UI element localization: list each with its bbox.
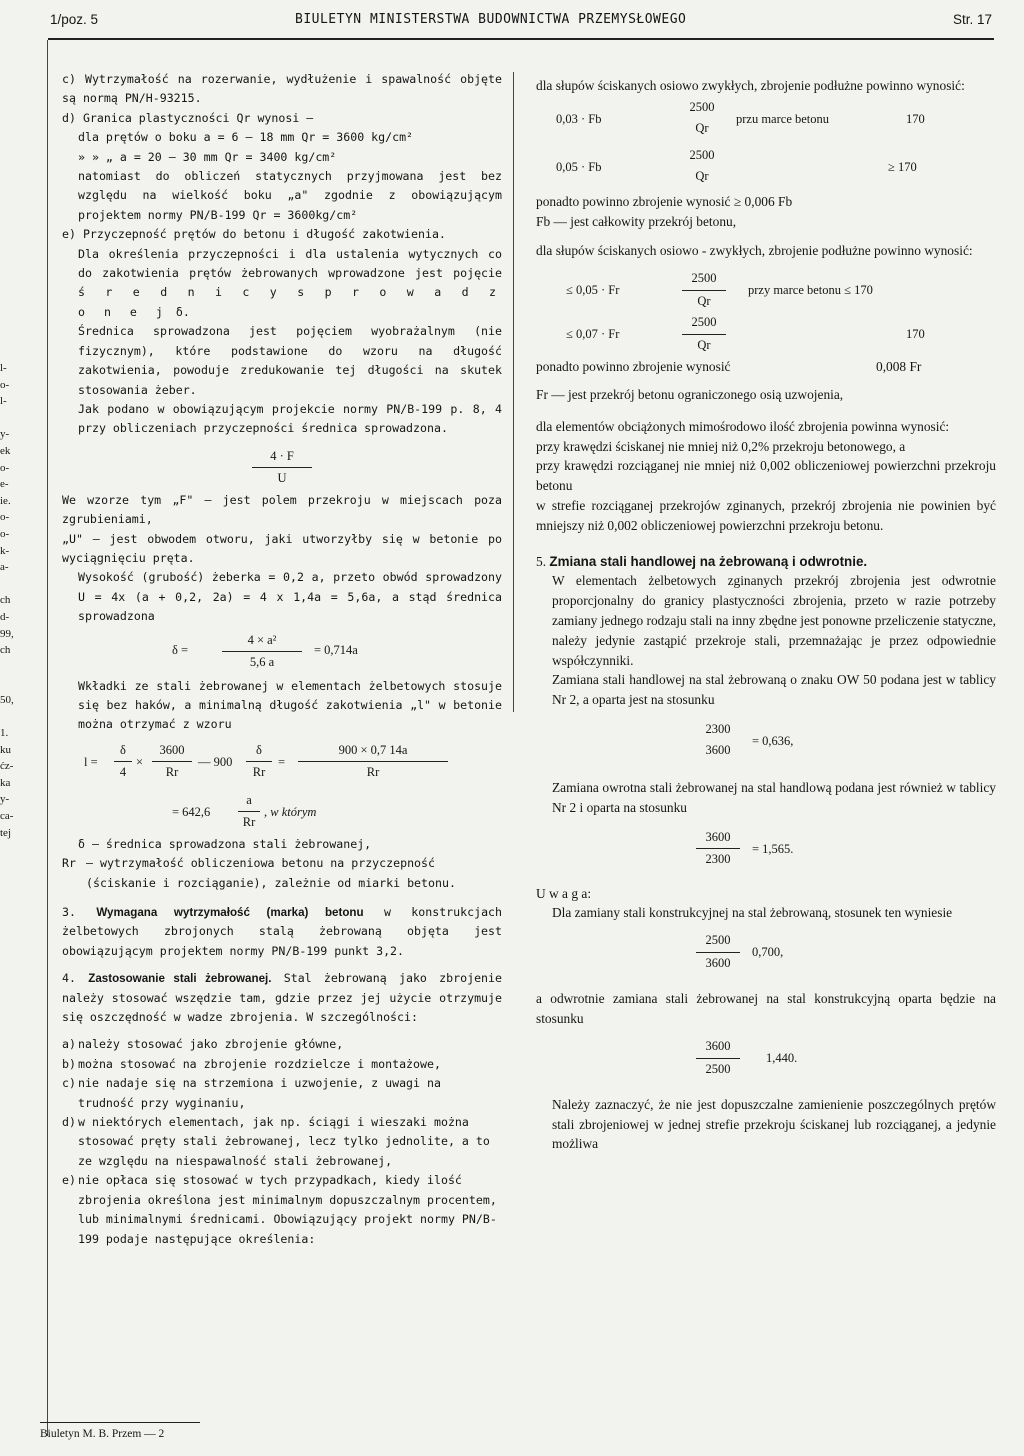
margin-fragment: o-	[0, 527, 10, 540]
formula-delta	[62, 627, 502, 677]
fraction	[238, 791, 260, 833]
item-e-para1-text: Dla określenia przyczepności i dla ustalenia wytycznych co do zakotwienia prętów żebrowanych wprowadzone jest pojęcie	[78, 246, 502, 281]
fraction-bar	[222, 651, 302, 652]
margin-fragment: o-	[0, 511, 10, 524]
issue-number: 1/poz. 5	[50, 12, 99, 27]
margin-fragment	[0, 708, 34, 725]
margin-fragment: o-	[0, 378, 10, 391]
list-item-text: nie opłaca się stosować w tych przypadkach, kiedy ilość zbrojenia określona jest minimalnym dopuszczalnym procentem, lub minimalnymi średnicami. Obowiązujący projekt normy PN/B-199 podaje następujące określenia:	[78, 1173, 497, 1246]
section-4-number: 4.	[62, 971, 76, 986]
right-column	[536, 76, 996, 1154]
usage-list	[62, 1035, 502, 1248]
formula-value: 170	[906, 327, 925, 342]
fraction-bar	[152, 761, 192, 762]
fraction-denominator: 2300	[705, 852, 731, 867]
fraction-numerator: δ	[120, 742, 126, 757]
fraction-denominator: 4	[119, 765, 127, 780]
margin-fragment	[0, 659, 34, 676]
fraction-numerator: 2500	[689, 99, 715, 114]
formula-value: 170	[906, 111, 925, 126]
where-U: „U" — jest obwodem otworu, jaki utworzyłby się w betonie po wyciągnięciu pręta.	[62, 531, 502, 565]
list-item-text: w niektórych elementach, jak np. ściągi i wieszaki można stosować pręty stali żebrowanej, lecz tylko jednolite, a to ze względu na niespawalność stali żebrowanej,	[78, 1115, 490, 1168]
fraction-denominator: U	[277, 471, 287, 486]
fraction-bar	[696, 952, 740, 953]
fr-definition: Fr — jest przekrój betonu ograniczonego osią uzwojenia,	[536, 386, 844, 402]
ratio-value: 0,700,	[752, 945, 784, 960]
equals-sign: =	[278, 754, 286, 769]
left-margin-rule	[47, 40, 48, 1436]
item-c: c) Wytrzymałość na rozerwanie, wydłużenie i spawalność objęte są normą PN/H-93215.	[62, 72, 502, 106]
formula-reduced-diameter	[62, 439, 502, 491]
fraction-bar	[696, 1058, 740, 1059]
delta-symbol: δ.	[175, 304, 190, 319]
fraction-denominator: Qr	[695, 168, 709, 183]
fraction-numerator: 2500	[691, 271, 717, 286]
margin-fragment: ek	[0, 444, 11, 457]
fraction-bar	[246, 761, 272, 762]
ratio-1	[536, 716, 996, 772]
fraction	[114, 741, 132, 783]
column-divider	[513, 72, 514, 712]
rr-text: — wytrzymałość obliczeniowa betonu na przyczepność (ściskanie i rozciąganie), zależnie od miarki betonu.	[86, 856, 456, 890]
fraction-bar	[682, 334, 726, 335]
anchorage-text: Wkładki ze stali żebrowanej w elementach żelbetowych stosuje się bez haków, a minimalną długość zakotwienia „l" w betonie można otrzymać z wzoru	[78, 678, 502, 732]
margin-fragment: d-	[0, 610, 10, 623]
margin-fragment	[0, 410, 34, 427]
fraction	[152, 741, 192, 783]
margin-fragment	[0, 576, 34, 593]
fraction	[682, 313, 726, 356]
ratio-2	[536, 824, 996, 880]
min-value: 0,008 Fr	[876, 359, 922, 375]
formula-r2b	[536, 313, 996, 357]
min-text: ponadto powinno zbrojenie wynosić	[536, 359, 731, 375]
list-item: d) w niektórych elementach, jak np. ściągi i wieszaki można stosować pręty stali żebrowanej, lecz tylko jednolite, a to ze względu na niespawalność stali żebrowanej,	[62, 1113, 502, 1171]
section-4-title: Zastosowanie stali żebrowanej.	[88, 972, 272, 986]
fraction-bar	[696, 848, 740, 849]
fraction-bar	[298, 761, 448, 762]
adjacent-page-fragments	[0, 360, 34, 841]
eccentric-compressed: przy krawędzi ściskanej nie mniej niż 0,2% przekroju betonowego, a	[536, 438, 906, 454]
section-5-heading	[536, 552, 996, 572]
section-5-para3: Zamiana owrotna stali żebrowanej na stal handlową podana jest również w tablicy Nr 2 i oparta na stosunku	[552, 779, 996, 815]
margin-fragment: ch	[0, 644, 11, 657]
margin-fragment: l-	[0, 395, 7, 408]
item-d: d) Granica plastyczności Qr wynosi —	[62, 110, 314, 125]
item-d-line1: dla prętów o boku a = 6 — 18 mm Qr = 3600 kg/cm²	[78, 130, 414, 145]
page-header	[50, 12, 992, 36]
fraction-denominator: 5,6 a	[249, 654, 275, 669]
list-item-text: należy stosować jako zbrojenie główne,	[78, 1037, 344, 1052]
margin-fragment: 50,	[0, 693, 14, 706]
item-e-para1	[62, 245, 502, 323]
margin-fragment: y-	[0, 428, 10, 441]
fraction-denominator: 3600	[705, 742, 731, 757]
fraction	[222, 631, 302, 673]
section-3	[62, 903, 502, 961]
section-4	[62, 969, 502, 1027]
fraction-denominator: Rr	[165, 765, 179, 780]
margin-fragment: e-	[0, 478, 9, 491]
fraction-numerator: a	[246, 792, 252, 807]
fraction	[252, 447, 312, 489]
rib-height-text: Wysokość (grubość) żeberka = 0,2 a, przeto obwód sprowadzony U = 4x (a + 0,2, 2a) = 4 x 1,4a = 5,6a, a stąd średnica sprowadzona	[78, 570, 502, 624]
section-5-number: 5.	[536, 553, 547, 569]
section-4-text: Stal żebrowaną jako zbrojenie należy stosować wszędzie tam, gdzie przez jej użycie otrzymuje się oszczędność w wadze zbrojenia. W szczególności:	[62, 971, 502, 1025]
margin-fragment: ch	[0, 594, 11, 607]
header-rule	[48, 38, 994, 40]
formula-lhs: = 642,6	[172, 804, 211, 819]
columns-axial-2: dla słupów ściskanych osiowo - zwykłych, zbrojenie podłużne powinno wynosić:	[536, 243, 973, 259]
section-3-text: w konstrukcjach żelbetowych zbrojonych stalą żebrowaną objęta jest obowiązującym projektem normy PN/B-199 punkt 3,2.	[62, 905, 503, 958]
margin-fragment: o-	[0, 461, 10, 474]
fraction	[682, 146, 722, 187]
eccentric-tensioned: przy krawędzi rozciąganej nie mniej niż 0,002 obliczeniowej powierzchni przekroju betonu	[536, 458, 996, 494]
margin-fragment: 99,	[0, 627, 14, 640]
ratio-value: 1,440.	[766, 1050, 798, 1065]
item-e: e) Przyczepność prętów do betonu i długość zakotwienia.	[62, 227, 446, 242]
ratio-3	[536, 927, 996, 983]
formula-prefix: 0,03 · Fb	[556, 111, 602, 126]
formula-prefix: ≤ 0,05 · Fr	[566, 283, 620, 298]
fraction-numerator: 3600	[705, 829, 731, 844]
fraction	[246, 741, 272, 783]
list-item: c) nie nadaje się na strzemiona i uzwojenie, z uwagi na trudność przy wyginaniu,	[62, 1074, 502, 1113]
formula-rhs: = 0,714a	[314, 642, 358, 657]
minus-900: — 900	[198, 754, 233, 769]
margin-fragment: ca-	[0, 810, 14, 823]
list-item-text: można stosować na zbrojenie rozdzielcze i montażowe,	[78, 1056, 441, 1071]
fraction	[682, 98, 722, 139]
fraction-bar	[238, 811, 260, 812]
fraction-denominator: Qr	[695, 120, 709, 135]
note-text: Dla zamiany stali konstrukcyjnej na stal żebrowaną, stosunek ten wyniesie	[552, 905, 953, 921]
margin-fragment	[0, 675, 34, 692]
margin-fragment: ka	[0, 776, 11, 789]
fraction-denominator: Rr	[366, 765, 380, 780]
margin-fragment: y-	[0, 793, 10, 806]
fb-definition: Fb — jest całkowity przekrój betonu,	[536, 213, 737, 229]
formula-anchorage-result	[62, 789, 502, 835]
section-5-para5: Należy zaznaczyć, że nie jest dopuszczalne zamienienie poszczególnych prętów stali zbrojeniowej w jednej strefie przekroju ściskanej lub rozciąganej, a jedynie możliwa	[552, 1096, 996, 1152]
ratio-value: = 1,565.	[752, 841, 794, 856]
where-F: We wzorze tym „F" — jest polem przekroju w miejscach poza zgrubieniami,	[62, 492, 502, 527]
definition-delta: δ — średnica sprowadzona stali żebrowanej,	[78, 836, 372, 851]
section-5-para2: Zamiana stali handlowej na stal żebrowaną o znaku OW 50 podana jest w tablicy Nr 2, a oparta jest na stosunku	[552, 672, 996, 708]
formula-lhs: δ =	[172, 642, 189, 657]
fraction-denominator: Qr	[697, 337, 711, 352]
fraction-denominator: Rr	[242, 815, 256, 830]
page-footer	[40, 1428, 164, 1440]
list-item: b) można stosować na zbrojenie rozdzielcze i montażowe,	[62, 1055, 502, 1074]
fraction-numerator: 3600	[705, 1038, 731, 1053]
list-item: e) nie opłaca się stosować w tych przypadkach, kiedy ilość zbrojenia określona jest minimalnym dopuszczalnym procentem, lub minimalnymi średnicami. Obowiązujący projekt normy PN/B-199 podaje następujące określenia:	[62, 1171, 502, 1249]
item-d-line3: natomiast do obliczeń statycznych przyjmowana jest bez względu na wielkość boku „a" zgodnie z obowiązującym projektem normy PN/B-199 Qr = 3600kg/cm²	[78, 169, 502, 222]
margin-fragment: ku	[0, 743, 11, 756]
formula-prefix: 0,05 · Fb	[556, 159, 602, 174]
fraction-bar	[682, 290, 726, 291]
fraction	[696, 720, 740, 761]
margin-fragment: ćz-	[0, 760, 14, 773]
list-item-text: nie nadaje się na strzemiona i uzwojenie, z uwagi na trudność przy wyginaniu,	[78, 1076, 441, 1110]
columns-axial-2-min	[536, 357, 996, 377]
section-5-para4: a odwrotnie zamiana stali żebrowanej na stal konstrukcyjną oparta będzie na stosunku	[536, 991, 996, 1026]
margin-fragment: 1.	[0, 727, 9, 740]
formula-r1b	[536, 144, 996, 192]
fraction-numerator: 4 · F	[270, 448, 294, 463]
formula-where: , w którym	[264, 804, 317, 819]
fraction-denominator: 2500	[705, 1061, 731, 1076]
fraction-numerator: 2500	[689, 147, 715, 162]
fraction-denominator: Rr	[252, 765, 266, 780]
formula-prefix: ≤ 0,07 · Fr	[566, 327, 620, 342]
fraction	[696, 1037, 740, 1080]
formula-suffix: przu marce betonu	[736, 111, 830, 126]
fraction-numerator: 900 × 0,7 14a	[338, 742, 408, 757]
term-spaced: ś r e d n i c y s p r o w a d z o n e j	[78, 285, 502, 319]
fraction-numerator: 2300	[705, 721, 731, 736]
formula-l: l =	[84, 754, 98, 769]
fraction-bar	[252, 467, 312, 468]
bending-tension-zone: w strefie rozciąganej przekrojów zginanych, przekrój zbrojenia nie powinien być mniejszy niż 0,002 obliczeniowej powierzchni przekroju betonu.	[536, 497, 996, 533]
note-label: U w a g a:	[536, 885, 592, 901]
columns-axial-1: dla słupów ściskanych osiowo zwykłych, zbrojenie podłużne powinno wynosić:	[536, 78, 965, 93]
section-5-para1: W elementach żelbetowych zginanych przekrój zbrojenia jest odwrotnie proporcjonalny do granicy plastyczności zbrojenia, przeto w razie potrzeby zamiany jednego rodzaju stali na inny zbędne jest ponowne przeliczenie statyczne, należy jedynie zastąpić przekroje stali, przemnażając je przez odpowiednie współczynniki.	[552, 573, 996, 668]
footer-rule	[40, 1422, 200, 1423]
fraction-bar	[114, 761, 132, 762]
item-e-para3: Jak podano w obowiązującym projekcie normy PN/B-199 p. 8, 4 przy obliczeniach przyczepności średnica sprowadzona.	[78, 401, 502, 436]
margin-fragment: a-	[0, 561, 9, 574]
margin-fragment: k-	[0, 544, 10, 557]
fraction	[696, 931, 740, 974]
columns-axial-1-min: ponadto powinno zbrojenie wynosić ≥ 0,006 Fb	[536, 193, 793, 209]
section-3-number: 3.	[62, 905, 76, 919]
formula-anchorage-length	[62, 735, 502, 789]
eccentric-elements: dla elementów obciążonych mimośrodowo ilość zbrojenia powinna wynosić:	[536, 418, 950, 434]
fraction-numerator: δ	[256, 742, 262, 757]
margin-fragment: tej	[0, 826, 11, 839]
fraction-numerator: 4 × a²	[247, 632, 277, 647]
formula-r2a	[536, 269, 996, 313]
section-3-title: Wymagana wytrzymałość (marka) betonu	[96, 906, 364, 919]
fraction-numerator: 2500	[691, 315, 717, 330]
item-d-line2: » » „ a = 20 — 30 mm Qr = 3400 kg/cm²	[78, 149, 337, 164]
fraction	[682, 269, 726, 312]
section-5-title: Zmiana stali handlowej na żebrowaną i odwrotnie.	[549, 553, 868, 569]
rr-symbol: Rr	[62, 856, 76, 871]
left-column	[62, 70, 502, 1249]
list-item: a) należy stosować jako zbrojenie główne,	[62, 1035, 502, 1054]
times-sign: ×	[136, 754, 144, 769]
ratio-4	[536, 1033, 996, 1089]
item-e-para2: Średnica sprowadzona jest pojęciem wyobrażalnym (nie fizycznym), które podstawione do wzoru na długość zakotwienia, powoduje zredukowanie tej długości na skutek stosowania żeber.	[78, 324, 502, 397]
formula-r1a	[536, 96, 996, 144]
margin-fragment: l-	[0, 362, 7, 374]
formula-suffix: przy marce betonu ≤ 170	[748, 283, 873, 298]
definition-rr	[62, 854, 502, 893]
fraction-numerator: 3600	[159, 742, 185, 757]
fraction-numerator: 2500	[705, 933, 731, 948]
bulletin-title: BIULETYN MINISTERSTWA BUDOWNICTWA PRZEMYSŁOWEGO	[295, 12, 687, 27]
page-number: Str. 17	[952, 12, 992, 27]
fraction	[298, 741, 448, 783]
formula-suffix: ≥ 170	[888, 159, 917, 174]
footer-text: Biuletyn M. B. Przem — 2	[40, 1428, 165, 1440]
ratio-value: = 0,636,	[752, 733, 794, 748]
fraction-denominator: Qr	[697, 293, 711, 308]
fraction	[696, 828, 740, 871]
fraction-denominator: 3600	[705, 955, 731, 970]
margin-fragment: ie.	[0, 494, 11, 507]
